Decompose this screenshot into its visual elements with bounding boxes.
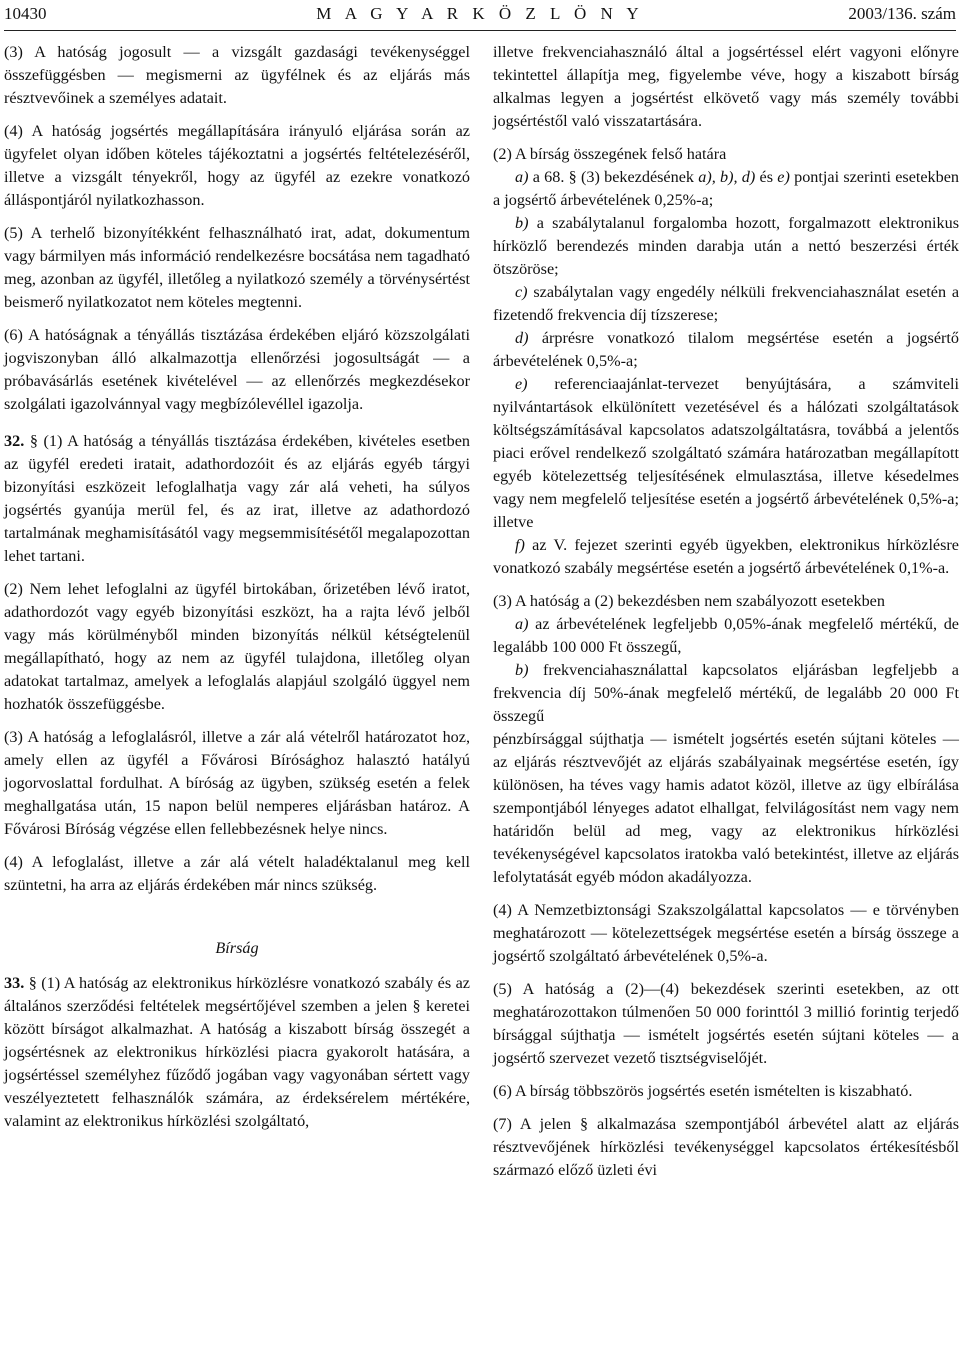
journal-title: M A G Y A R K Ö Z L Ö N Y [316, 4, 644, 23]
paragraph: (7) A jelen § alkalmazása szempontjából árbevétel alatt az eljárás résztvevőjének hírközlési tevékenységgel kapcsolatos értékesítésből származó előző üzleti évi [493, 1115, 959, 1179]
item-text: az árbevételének legfeljebb 0,05%-ának megfelelő mértékű, de legalább 100 000 Ft összegű, [493, 615, 959, 656]
paragraph: (6) A bírság többszörös jogsértés esetén ismételten is kiszabható. [493, 1082, 913, 1100]
paragraph: (3) A hatóság a lefoglalásról, illetve a zár alá vételről határozatot hoz, amely ellen az ügyfél a Fővárosi Bírósághoz halasztó hatályú jogorvoslattal fordulhat. A bíróság az ügyben, szükség esetén a felek meghallgatása után, 15 napon belül nemperes eljárásban határoz. A Fővárosi Bíróság végzése ellen fellebbezésnek helye nincs. [4, 728, 470, 838]
item-label: f) [515, 536, 525, 554]
list-item [493, 659, 959, 728]
paragraph: (3) A hatóság jogosult — a vizsgált gazdasági tevékenységgel összefüggésben — megismerni az ügyfélnek és az eljárás más résztvevőinek a személyes adatait. [4, 43, 470, 107]
section-33 [4, 972, 470, 1133]
item-text: árprésre vonatkozó tilalom megsértése esetén a jogsértő árbevételének 0,5%-a; [493, 329, 959, 370]
left-column [4, 41, 470, 1143]
list-item [493, 327, 959, 373]
item-label: c) [515, 283, 528, 301]
list-item [493, 166, 959, 212]
right-column [493, 41, 959, 1192]
paragraph: (4) A hatóság jogsértés megállapítására irányuló eljárása során az ügyfelet olyan időben köteles tájékoztatni a jogsértés feltételezéséről, illetve a vizsgált tényekről, hogy az ügyfél az ezekre vonatkozó álláspontjáról nyilatkozhasson. [4, 122, 470, 209]
item-ref: a), b), d) [698, 168, 756, 186]
paragraph: (5) A terhelő bizonyítékként felhasználható irat, adat, dokumentum vagy bármilyen más információ rendelkezésre bocsátása nem tagadható meg, azonban az ügyfél, illetőleg a nyilatkozó személy a törvénysértést beismerő nyilatkozatot nem köteles megtenni. [4, 224, 470, 311]
page-number: 10430 [4, 4, 47, 23]
item-text: az V. fejezet szerinti egyéb ügyekben, elektronikus hírközlésre vonatkozó szabály megsértése esetén a jogsértő árbevételének 0,1%-a. [493, 536, 959, 577]
item-ref: e) [777, 168, 790, 186]
paragraph: (3) A hatóság a (2) bekezdésben nem szabályozott esetekben [493, 592, 885, 610]
item-label: b) [515, 661, 529, 679]
paragraph: (6) A hatóságnak a tényállás tisztázása érdekében eljáró közszolgálati jogviszonyban álló alkalmazottja ellenőrzési jogosultságát — a próbavásárlás esetének kivételével — az ellenőrzés megkezdésekor szolgálati igazolvánnyal vagy megbízólevéllel igazolja. [4, 326, 470, 413]
item-label: a) [515, 615, 529, 633]
item-text: a 68. § (3) bekezdésének [528, 168, 699, 186]
section-number: 33. [4, 974, 25, 992]
paragraph: (4) A lefoglalást, illetve a zár alá vételt haladéktalanul meg kell szüntetni, ha arra az eljárás érdekében már nincs szükség. [4, 853, 470, 894]
list-item [493, 212, 959, 281]
paragraph: illetve frekvenciahasználó által a jogsértéssel elért vagyoni előnyre tekintettel állapítja meg, figyelembe véve, hogy a kiszabott bírság alkalmas legyen a jogsértést elkövető vagy más személy további jogsértéstől való visszatartására. [493, 43, 959, 130]
list-item [493, 534, 959, 580]
item-label: b) [515, 214, 529, 232]
item-text: frekvenciahasználattal kapcsolatos eljárásban legfeljebb a frekvencia díj 50%-ának megfelelő mértékű, de legalább 20 000 Ft összegű [493, 661, 959, 725]
list-item [493, 373, 959, 534]
section-number: 32. [4, 432, 25, 450]
item-text: pontjai szerinti esetekben a jogsértő árbevételének 0,25%-a; [493, 168, 960, 209]
section-heading: Bírság [215, 939, 259, 957]
section-text: § (1) A hatóság a tényállás tisztázása érdekében, kivételes esetben az ügyfél eredeti iratait, adathordozóit és az eljárás egyéb tárgyi bizonyítási eszközeit lefoglalhatja vagy zár alá veheti, ha súlyos jogsértés gyanúja merül fel, és az irat, illetve az adathordozó tartalmának meghamisításától vagy megsemmisítésétől megalapozottan lehet tartani. [4, 432, 470, 565]
item-label: e) [515, 375, 528, 393]
item-label: d) [515, 329, 529, 347]
issue-number: 2003/136. szám [848, 4, 956, 23]
paragraph: (2) Nem lehet lefoglalni az ügyfél birtokában, őrizetében lévő iratot, adathordozót vagy egyéb bizonyítási eszközt, ha a rajta lévő jelből vagy más körülményből minden bizonyítás nélkül kétségtelenül megállapítható, hogy az nem az ügyfél tulajdona, illetőleg olyan adatokat tartalmaz, amelyek a lefoglalás alapjául szolgáló üggyel nem hozhatók összefüggésbe. [4, 580, 470, 713]
paragraph: (4) A Nemzetbiztonsági Szakszolgálattal kapcsolatos — e törvényben meghatározott — kötelezettségek megsértése esetén a bírság összege a jogsértő szolgáltató árbevételének 0,5%-a. [493, 901, 959, 965]
paragraph: (5) A hatóság a (2)—(4) bekezdések szerinti esetekben, az ott meghatározottakon túlmenően 50 000 forinttól 3 millió forintig terjedő bírsággal sújthatja — ismételt jogsértés esetén sújtani köteles — a jogsértő szervezet vezető tisztségviselőjét. [493, 980, 959, 1067]
section-text: § (1) A hatóság az elektronikus hírközlésre vonatkozó szabály és az általános szerződési feltételek megsértőjével szemben a jelen § keretei között bírságot alkalmazhat. A hatóság a kiszabott bírság összegét a jogsértésnek az elektronikus hírközlési piacra gyakorolt hatására, a jogsértéssel személyhez fűződő jogában vagy vagyonában sértett vagy veszélyeztetett felhasználók számára, az érdeksérelem mértékére, valamint az elektronikus hírközlési szolgáltató, [4, 974, 470, 1130]
section-32 [4, 430, 470, 568]
paragraph: (2) A bírság összegének felső határa [493, 145, 727, 163]
list-item [493, 613, 959, 659]
page-header [4, 2, 956, 31]
paragraph: pénzbírsággal sújthatja — ismételt jogsértés esetén sújtani köteles — az eljárás résztvevőjét az eljárás szabályainak megsértése esetén, így különösen, ha téves vagy hamis adatot közöl, illetve az ügy elbírálása szempontjából lényeges adatot elhallgat, felvilágosítást nem vagy nem határidőn belül ad meg, vagy az elektronikus hírközlési tevékenységével kapcsolatos iratokba való betekintést, illetve az eljárás lefolytatását egyéb módon akadályozza. [493, 730, 959, 886]
item-text: szabálytalan vagy engedély nélküli frekvenciahasználat esetén a fizetendő frekvencia díj tízszerese; [493, 283, 959, 324]
item-text: és [755, 168, 778, 186]
item-text: referenciaajánlat-tervezet benyújtására, a számviteli nyilvántartások elkülönített vezetésével és a hálózati szolgáltatások költségszámításával kapcsolatos adatszolgáltatásra, továbbá a jelentős piaci erővel rendelkező szolgáltató számára határozatban megállapított egyéb kötelezettség teljesítésének elmulasztása, illetve késedelmes vagy nem megfelelő teljesítése esetén a jogsértő árbevételének 0,5%-a; illetve [493, 375, 959, 531]
list-item [493, 281, 959, 327]
item-label: a) [515, 168, 529, 186]
item-text: a szabálytalanul forgalomba hozott, forgalmazott elektronikus hírközlő berendezés minden darabja után a nettó beszerzési érték ötszöröse; [493, 214, 959, 278]
